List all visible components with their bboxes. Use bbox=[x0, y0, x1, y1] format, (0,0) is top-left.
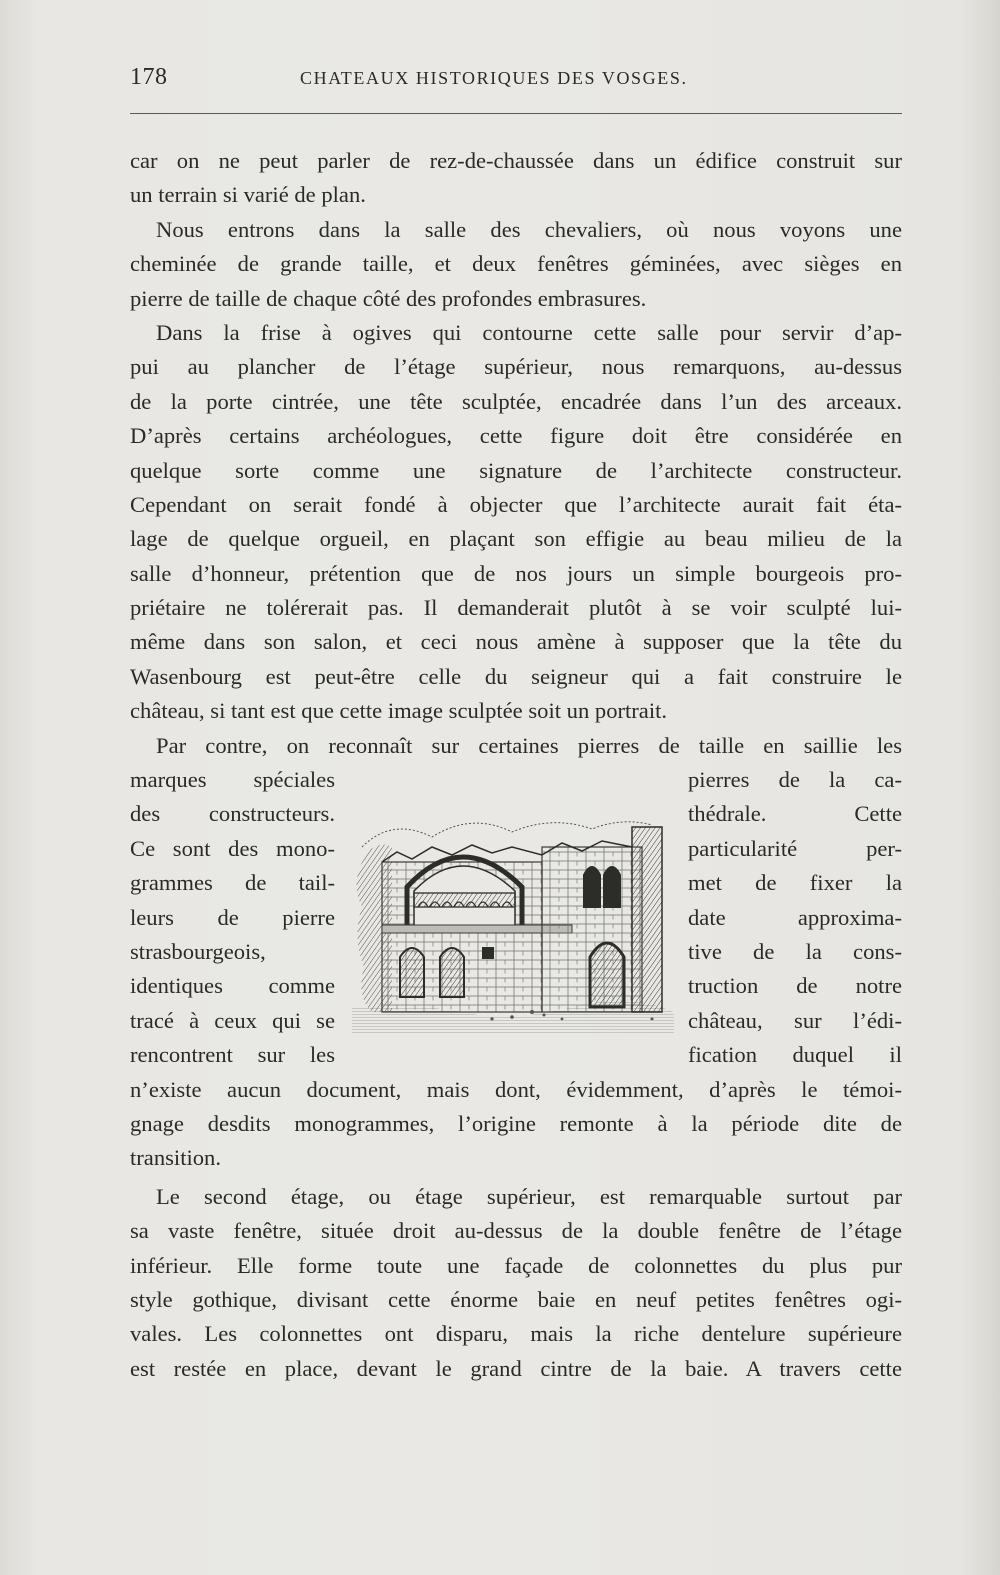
text-line: lage de quelque orgueil, en plaçant son effigie au beau milieu de la bbox=[130, 526, 902, 552]
text-line: Cependant on serait fondé à objecter que l’architecte aurait fait éta- bbox=[130, 491, 902, 517]
text-line: Le second étage, ou étage supérieur, est remarquable surtout par bbox=[156, 1183, 902, 1209]
castle-ruins-engraving-icon bbox=[352, 807, 674, 1035]
text-line: Wasenbourg est peut-être celle du seigneur qui a fait construire le bbox=[130, 663, 902, 689]
text-line: tracé à ceux qui se bbox=[130, 1007, 335, 1033]
text-line: cheminée de grande taille, et deux fenêtres géminées, avec sièges en bbox=[130, 251, 902, 277]
text-line: strasbourgeois, bbox=[130, 938, 266, 964]
text-line: vales. Les colonnettes ont disparu, mais la riche dentelure supérieure bbox=[130, 1321, 902, 1347]
text-line: transition. bbox=[130, 1145, 221, 1171]
text-wrap-around-figure bbox=[130, 763, 902, 1073]
text-line: des constructeurs. bbox=[130, 801, 335, 827]
text-line: sa vaste fenêtre, située droit au-dessus de la double fenêtre de l’étage bbox=[130, 1218, 902, 1244]
text-line: particularité per- bbox=[688, 835, 902, 861]
text-line: n’existe aucun document, mais dont, évidemment, d’après le témoi- bbox=[130, 1076, 902, 1102]
page-header bbox=[130, 64, 902, 94]
text-line: même dans son salon, et ceci nous amène à supposer que la tête du bbox=[130, 629, 902, 655]
left-column bbox=[130, 763, 335, 1073]
text-line: un terrain si varié de plan. bbox=[130, 182, 366, 208]
running-title: CHATEAUX HISTORIQUES DES VOSGES. bbox=[300, 68, 688, 88]
text-line: leurs de pierre bbox=[130, 904, 335, 930]
text-line: de la porte cintrée, une tête sculptée, encadrée dans l’un des arceaux. bbox=[130, 388, 902, 414]
body-text bbox=[130, 144, 902, 1386]
text-line: quelque sorte comme une signature de l’architecte constructeur. bbox=[130, 457, 902, 483]
text-line: château, sur l’édi- bbox=[688, 1007, 902, 1033]
text-line: est restée en place, devant le grand cintre de la baie. A travers cette bbox=[130, 1355, 902, 1381]
text-line: pierres de la ca- bbox=[688, 767, 902, 793]
text-line: fication duquel il bbox=[688, 1042, 902, 1068]
page-number: 178 bbox=[130, 64, 168, 90]
header-rule bbox=[130, 113, 902, 114]
text-line: grammes de tail- bbox=[130, 870, 335, 896]
text-line: Par contre, on reconnaît sur certaines pierres de taille en saillie les bbox=[156, 732, 902, 758]
text-line: pierre de taille de chaque côté des profondes embrasures. bbox=[130, 285, 647, 311]
right-column bbox=[688, 763, 902, 1073]
text-line: date approxima- bbox=[688, 904, 902, 930]
text-line: pui au plancher de l’étage supérieur, nous remarquons, au-dessus bbox=[130, 354, 902, 380]
text-line: château, si tant est que cette image sculptée soit un portrait. bbox=[130, 698, 668, 724]
text-line: met de fixer la bbox=[688, 870, 902, 896]
text-line: D’après certains archéologues, cette figure doit être considérée en bbox=[130, 423, 902, 449]
text-line: gnage desdits monogrammes, l’origine remonte à la période dite de bbox=[130, 1111, 902, 1137]
text-line: Nous entrons dans la salle des chevaliers, où nous voyons une bbox=[156, 216, 902, 242]
text-line: identiques comme bbox=[130, 973, 335, 999]
text-line: salle d’honneur, prétention que de nos jours un simple bourgeois pro- bbox=[130, 560, 902, 586]
text-line: priétaire ne tolérerait pas. Il demanderait plutôt à se voir sculpté lui- bbox=[130, 595, 902, 621]
text-line: inférieur. Elle forme toute une façade de colonnettes du plus pur bbox=[130, 1252, 902, 1278]
text-line: thédrale. Cette bbox=[688, 801, 902, 827]
text-line: rencontrent sur les bbox=[130, 1042, 335, 1068]
text-line: style gothique, divisant cette énorme baie en neuf petites fenêtres ogi- bbox=[130, 1286, 902, 1312]
text-line: Ce sont des mono- bbox=[130, 835, 335, 861]
text-line: truction de notre bbox=[688, 973, 902, 999]
text-line: tive de la cons- bbox=[688, 938, 902, 964]
castle-ruins-illustration bbox=[352, 807, 674, 1035]
text-line: Dans la frise à ogives qui contourne cette salle pour servir d’ap- bbox=[156, 319, 902, 345]
text-line: marques spéciales bbox=[130, 767, 335, 793]
text-line: car on ne peut parler de rez-de-chaussée dans un édifice construit sur bbox=[130, 148, 902, 173]
